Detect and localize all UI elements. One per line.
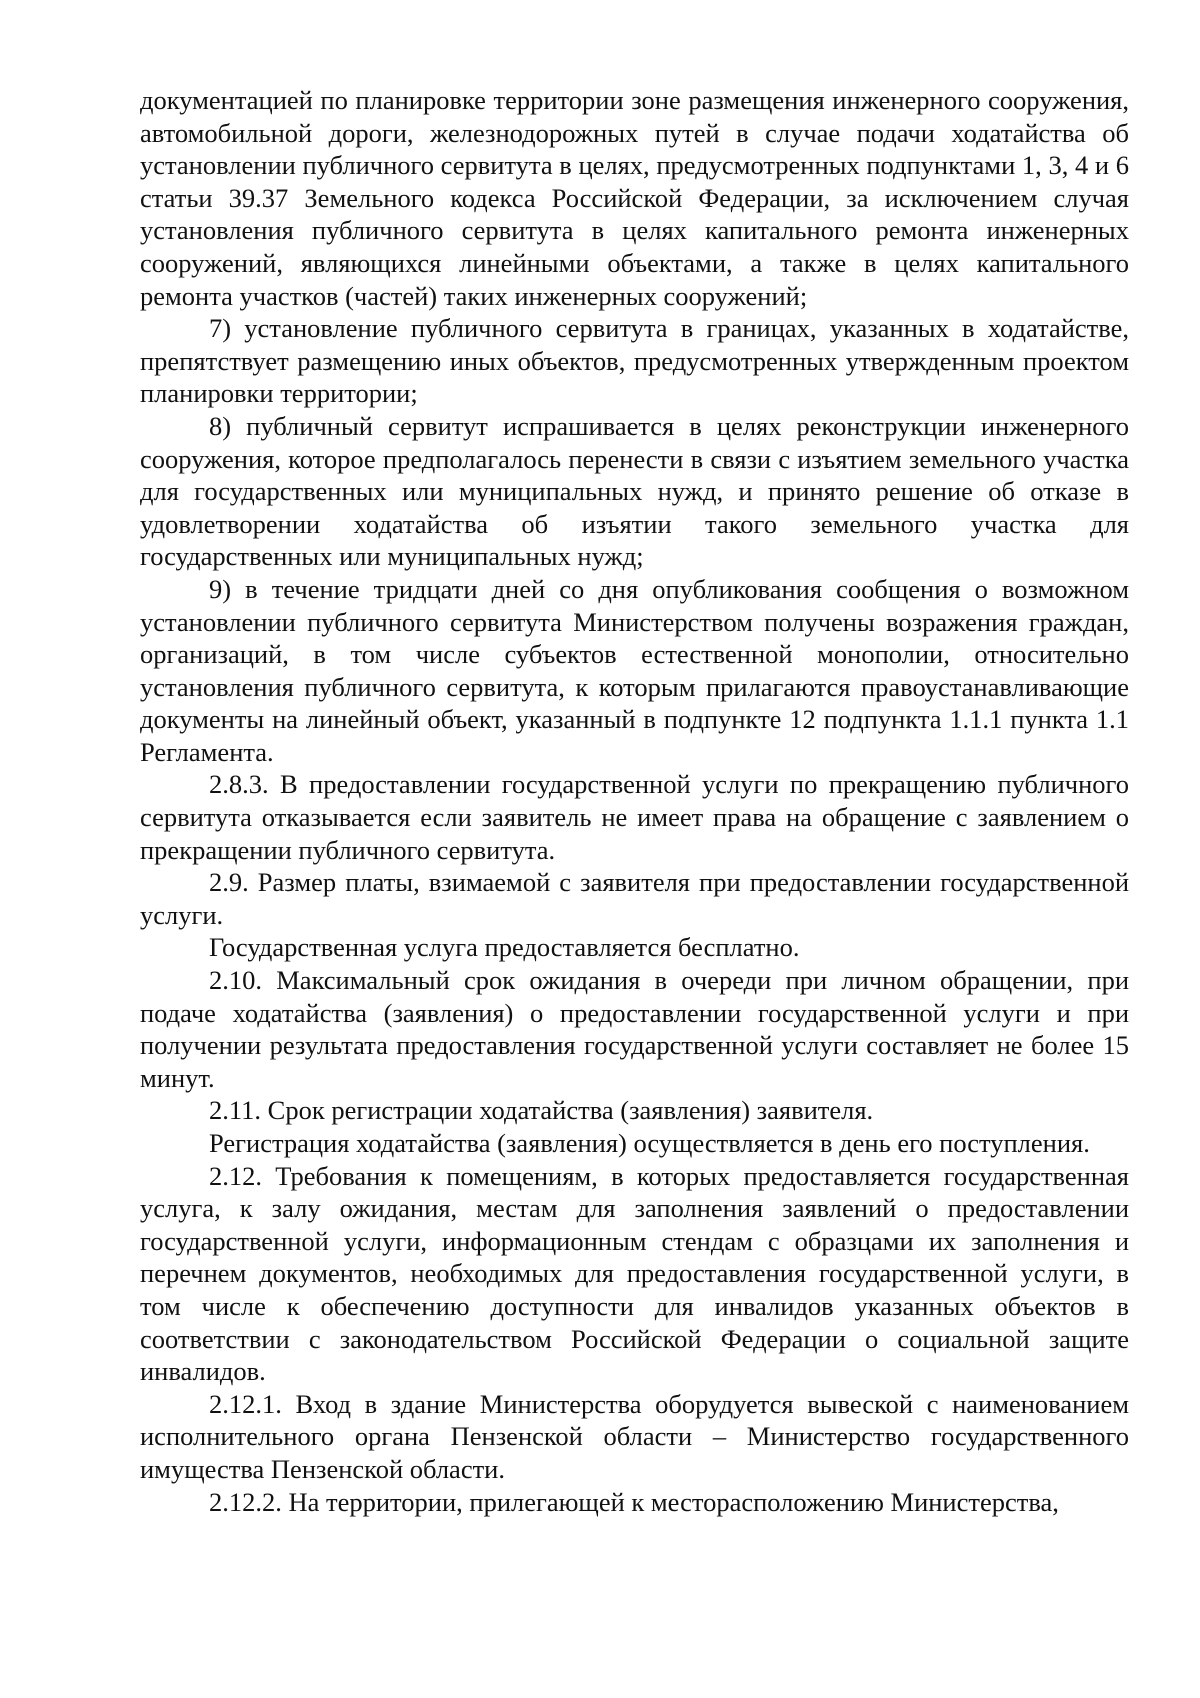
paragraph-2-12: 2.12. Требования к помещениям, в которых предоставляется государственная услуга, к залу ожидания, местам для заполнения заявлений о предоставлении государственной услуги, информационным стендам с образцами их заполнения и перечнем документов, необходимых для предоставления государственной услуги, в том числе к обеспечению доступности для инвалидов указанных объектов в соответствии с законодательством Российской Федерации о социальной защите инвалидов. xyxy=(140,1160,1129,1387)
paragraph-2-10: 2.10. Максимальный срок ожидания в очереди при личном обращении, при подаче ходатайства (заявления) о предоставлении государственной услуги и при получении результата предоставления государственной услуги составляет не более 15 минут. xyxy=(140,965,1129,1093)
paragraph-item-9: 9) в течение тридцати дней со дня опубликования сообщения о возможном установлении публичного сервитута Министерством получены возражения граждан, организаций, в том числе субъектов естественной монополии, относительно установления публичного сервитута, к которым прилагаются правоустанавливающие документы на линейный объект, указанный в подпункте 12 подпункта 1.1.1 пункта 1.1 Регламента. xyxy=(140,573,1129,767)
paragraph-2-11: 2.11. Срок регистрации ходатайства (заявления) заявителя. xyxy=(209,1095,874,1126)
paragraph-2-9-free: Государственная услуга предоставляется бесплатно. xyxy=(209,932,800,963)
paragraph-2-12-2: 2.12.2. На территории, прилегающей к месторасположению Министерства, xyxy=(209,1486,1059,1517)
paragraph-item-7: 7) установление публичного сервитута в границах, указанных в ходатайстве, препятствует размещению иных объектов, предусмотренных утвержденным проектом планировки территории; xyxy=(140,313,1129,409)
paragraph-continuation: документацией по планировке территории зоне размещения инженерного сооружения, автомобильной дороги, железнодорожных путей в случае подачи ходатайства об установлении публичного сервитута в целях, предусмотренных подпунктами 1, 3, 4 и 6 статьи 39.37 Земельного кодекса Российской Федерации, за исключением случая установления публичного сервитута в целях капитального ремонта инженерных сооружений, являющихся линейными объектами, а также в целях капитального ремонта участков (частей) таких инженерных сооружений; xyxy=(140,85,1129,311)
paragraph-item-8: 8) публичный сервитут испрашивается в целях реконструкции инженерного сооружения, которое предполагалось перенести в связи с изъятием земельного участка для государственных или муниципальных нужд, и принято решение об отказе в удовлетворении ходатайства об изъятии такого земельного участка для государственных или муниципальных нужд; xyxy=(140,410,1129,572)
paragraph-2-9: 2.9. Размер платы, взимаемой с заявителя при предоставлении государственной услуги. xyxy=(140,867,1129,930)
paragraph-2-8-3: 2.8.3. В предоставлении государственной услуги по прекращению публичного сервитута отказывается если заявитель не имеет права на обращение с заявлением о прекращении публичного сервитута. xyxy=(140,769,1129,865)
paragraph-2-12-1: 2.12.1. Вход в здание Министерства оборудуется вывеской с наименованием исполнительного органа Пензенской области – Министерство государственного имущества Пензенской области. xyxy=(140,1388,1129,1484)
paragraph-2-11-registration: Регистрация ходатайства (заявления) осуществляется в день его поступления. xyxy=(209,1128,1090,1158)
document-page xyxy=(140,84,1129,1518)
